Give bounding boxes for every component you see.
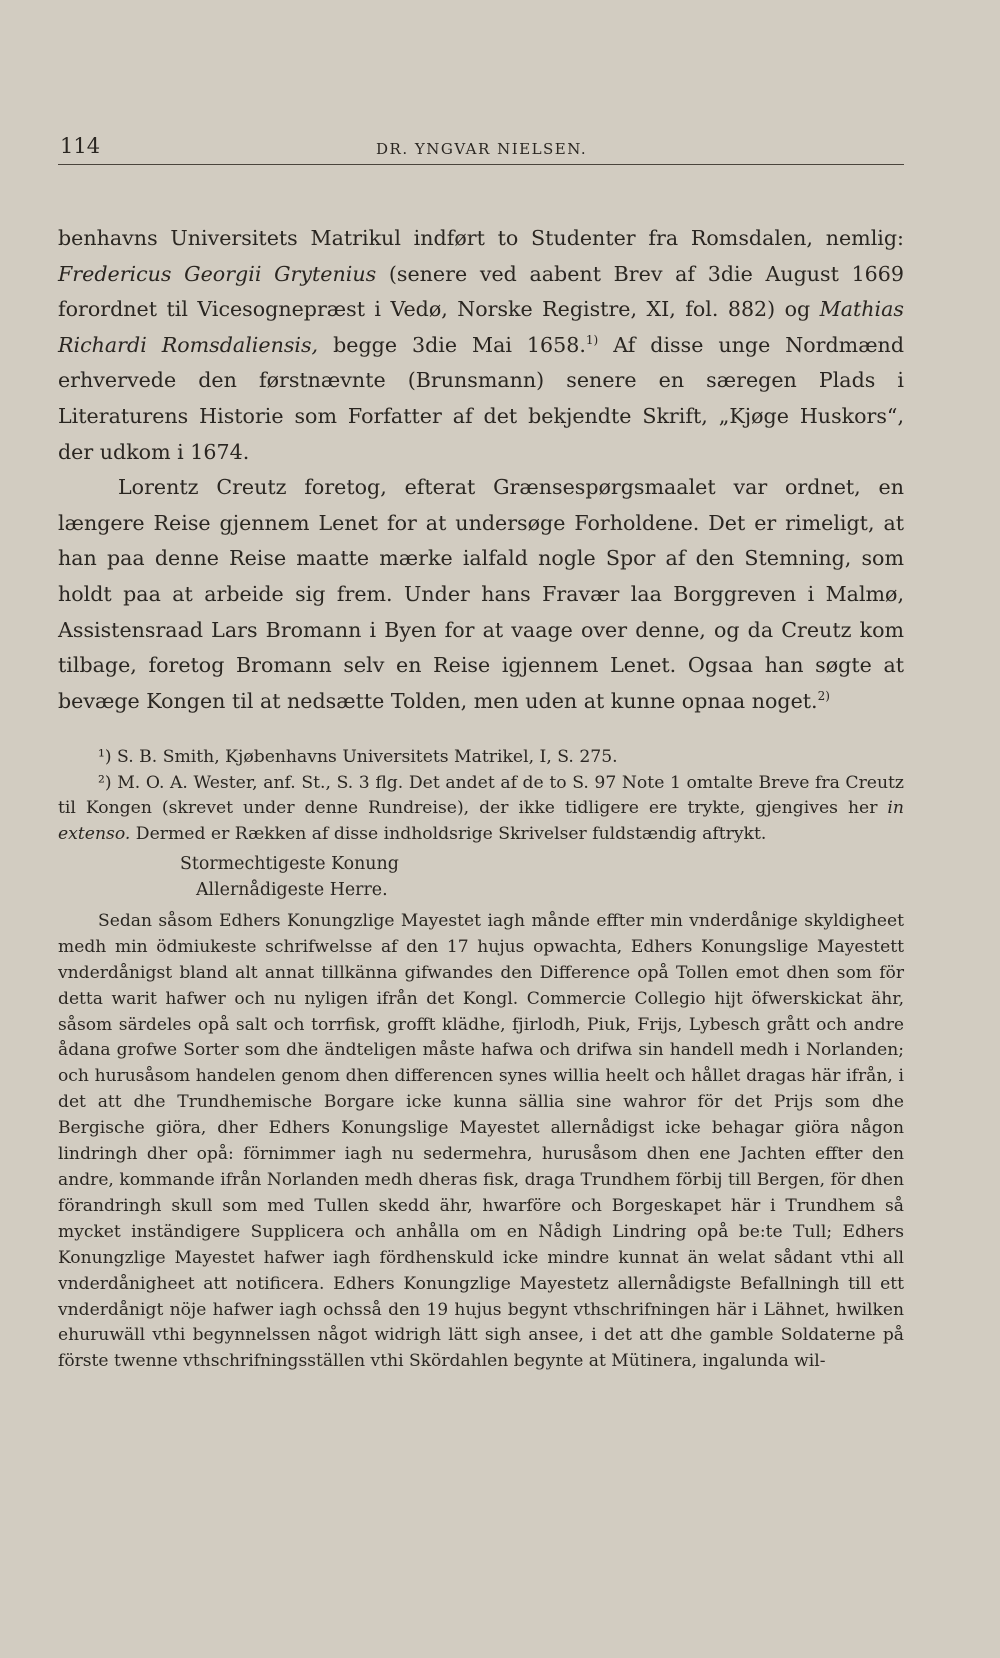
latin-name-romsdaliensis: Mathias Richardi Romsdaliensis, [58,297,904,357]
footnote-ref-2: 2) [817,688,830,703]
letter-salutation-2: Allernådigeste Herre. [196,879,388,900]
page-number: 114 [60,134,101,158]
footnote-1: ¹) S. B. Smith, Kjøbenhavns Universitets Matrikel, I, S. 275. [98,747,618,768]
running-head: DR. YNGVAR NIELSEN. [376,140,588,158]
footnote-2: ²) M. O. A. Wester, anf. St., S. 3 flg. Det andet af de to S. 97 Note 1 omtalte Breve fra Creutz til Kongen (skrevet under denne Rundreise), der ikke tidligere ere trykte, gjengives her in extenso. Dermed er Rækken af disse indholdsrige Skrivelser fuldstændig aftrykt. [58,772,904,844]
footnote-ref-1: 1) [585,332,599,347]
paragraph-1: benhavns Universitets Matrikul indført to Studenter fra Romsdalen, nemlig: Fredericus Georgii Grytenius (senere ved aabent Brev af 3die August 1669 forordnet til Vicesognepræst i Vedø, Norske Registre, XI, fol. 882) og Mathias Richardi Romsdaliensis, begge 3die Mai 1658.$^{1)}$ Af disse unge Nordmænd erhvervede den førstnævnte (Brunsmann) senere en særegen Plads i Literaturens Historie som Forfatter af det bekjendte Skrift, „Kjøge Huskors“, der udkom i 1674. [58,226,904,464]
footnotes [58,745,904,1375]
latin-name-grytenius: Fredericus Georgii Grytenius [58,261,377,286]
letter-salutation-1: Stormechtigeste Konung [180,853,399,874]
paragraph-2: Lorentz Creutz foretog, efterat Grænsespørgsmaalet var ordnet, en længere Reise gjennem Lenet for at undersøge Forholdene. Det er rimeligt, at han paa denne Reise maatte mærke ialfald nogle Spor af den Stemning, som holdt paa at arbeide sig frem. Under hans Fravær laa Borggreven i Malmø, Assistensraad Lars Bromann i Byen for at vaage over denne, og da Creutz kom tilbage, foretog Bromann selv en Reise igjennem Lenet. Ogsaa han søgte at bevæge Kongen til at nedsætte Tolden, men uden at kunne opnaa noget.$^{2)}$ [58,475,904,713]
page-header [58,128,904,165]
letter-text: Sedan såsom Edhers Konungzlige Mayestet iagh månde effter min vnderdånige skyldigheet medh min ödmiukeste schrifwelsse af den 17 hujus opwachta, Edhers Konungslige Mayestett vnderdånigst bland alt annat tillkänna gifwandes den Difference opå Tollen emot dhen som för detta warit hafwer och nu nyligen ifrån det Kongl. Commercie Collegio hijt öfwerskickat ähr, såsom särdeles opå salt och torrfisk, grofft klädhe, fjirlodh, Piuk, Frijs, Lybesch grått och andre ådana grofwe Sorter som dhe ändteligen måste hafwa och drifwa sin handell medh i Norlanden; och hurusåsom handelen genom dhen differencen synes willia heelt och hållet dragas här ifrån, i det att dhe Trundhemische Borgare icke kunna sällia sine wahror för det Prijs som dhe Bergische giöra, dher Edhers Konungslige Mayestet allernådigst icke behagar giöra någon lindringh dher opå: förnimmer iagh nu sedermehra, hurusåsom dhen ene Jachten effter den andre, kommande ifrån Norlanden medh dheras fisk, draga Trundhem förbij till Bergen, för dhen förandringh skull som med Tullen skedd ähr, hwarföre och Borgeskapet här i Trundhem så mycket inständigere Supplicera och anhålla om en Nådigh Lindring opå be:te Tull; Edhers Konungzlige Mayestet hafwer iagh fördhenskuld icke mindre kunnat än welat sådant vthi all vnderdånigheet att notificera. Edhers Konungzlige Mayestetz allernådigste Befallningh till ett vnderdånigt nöje hafwer iagh ochsså den 19 hujus begynt vthschrifningen här i Lähnet, hwilken ehuruwäll vthi begynnelssen något widrigh lätt sigh ansee, i det att dhe gamble Soldaterne på förste twenne vthschrifningsställen vthi Skördahlen begynte at Mütinera, ingalunda wil- [58,910,904,1372]
